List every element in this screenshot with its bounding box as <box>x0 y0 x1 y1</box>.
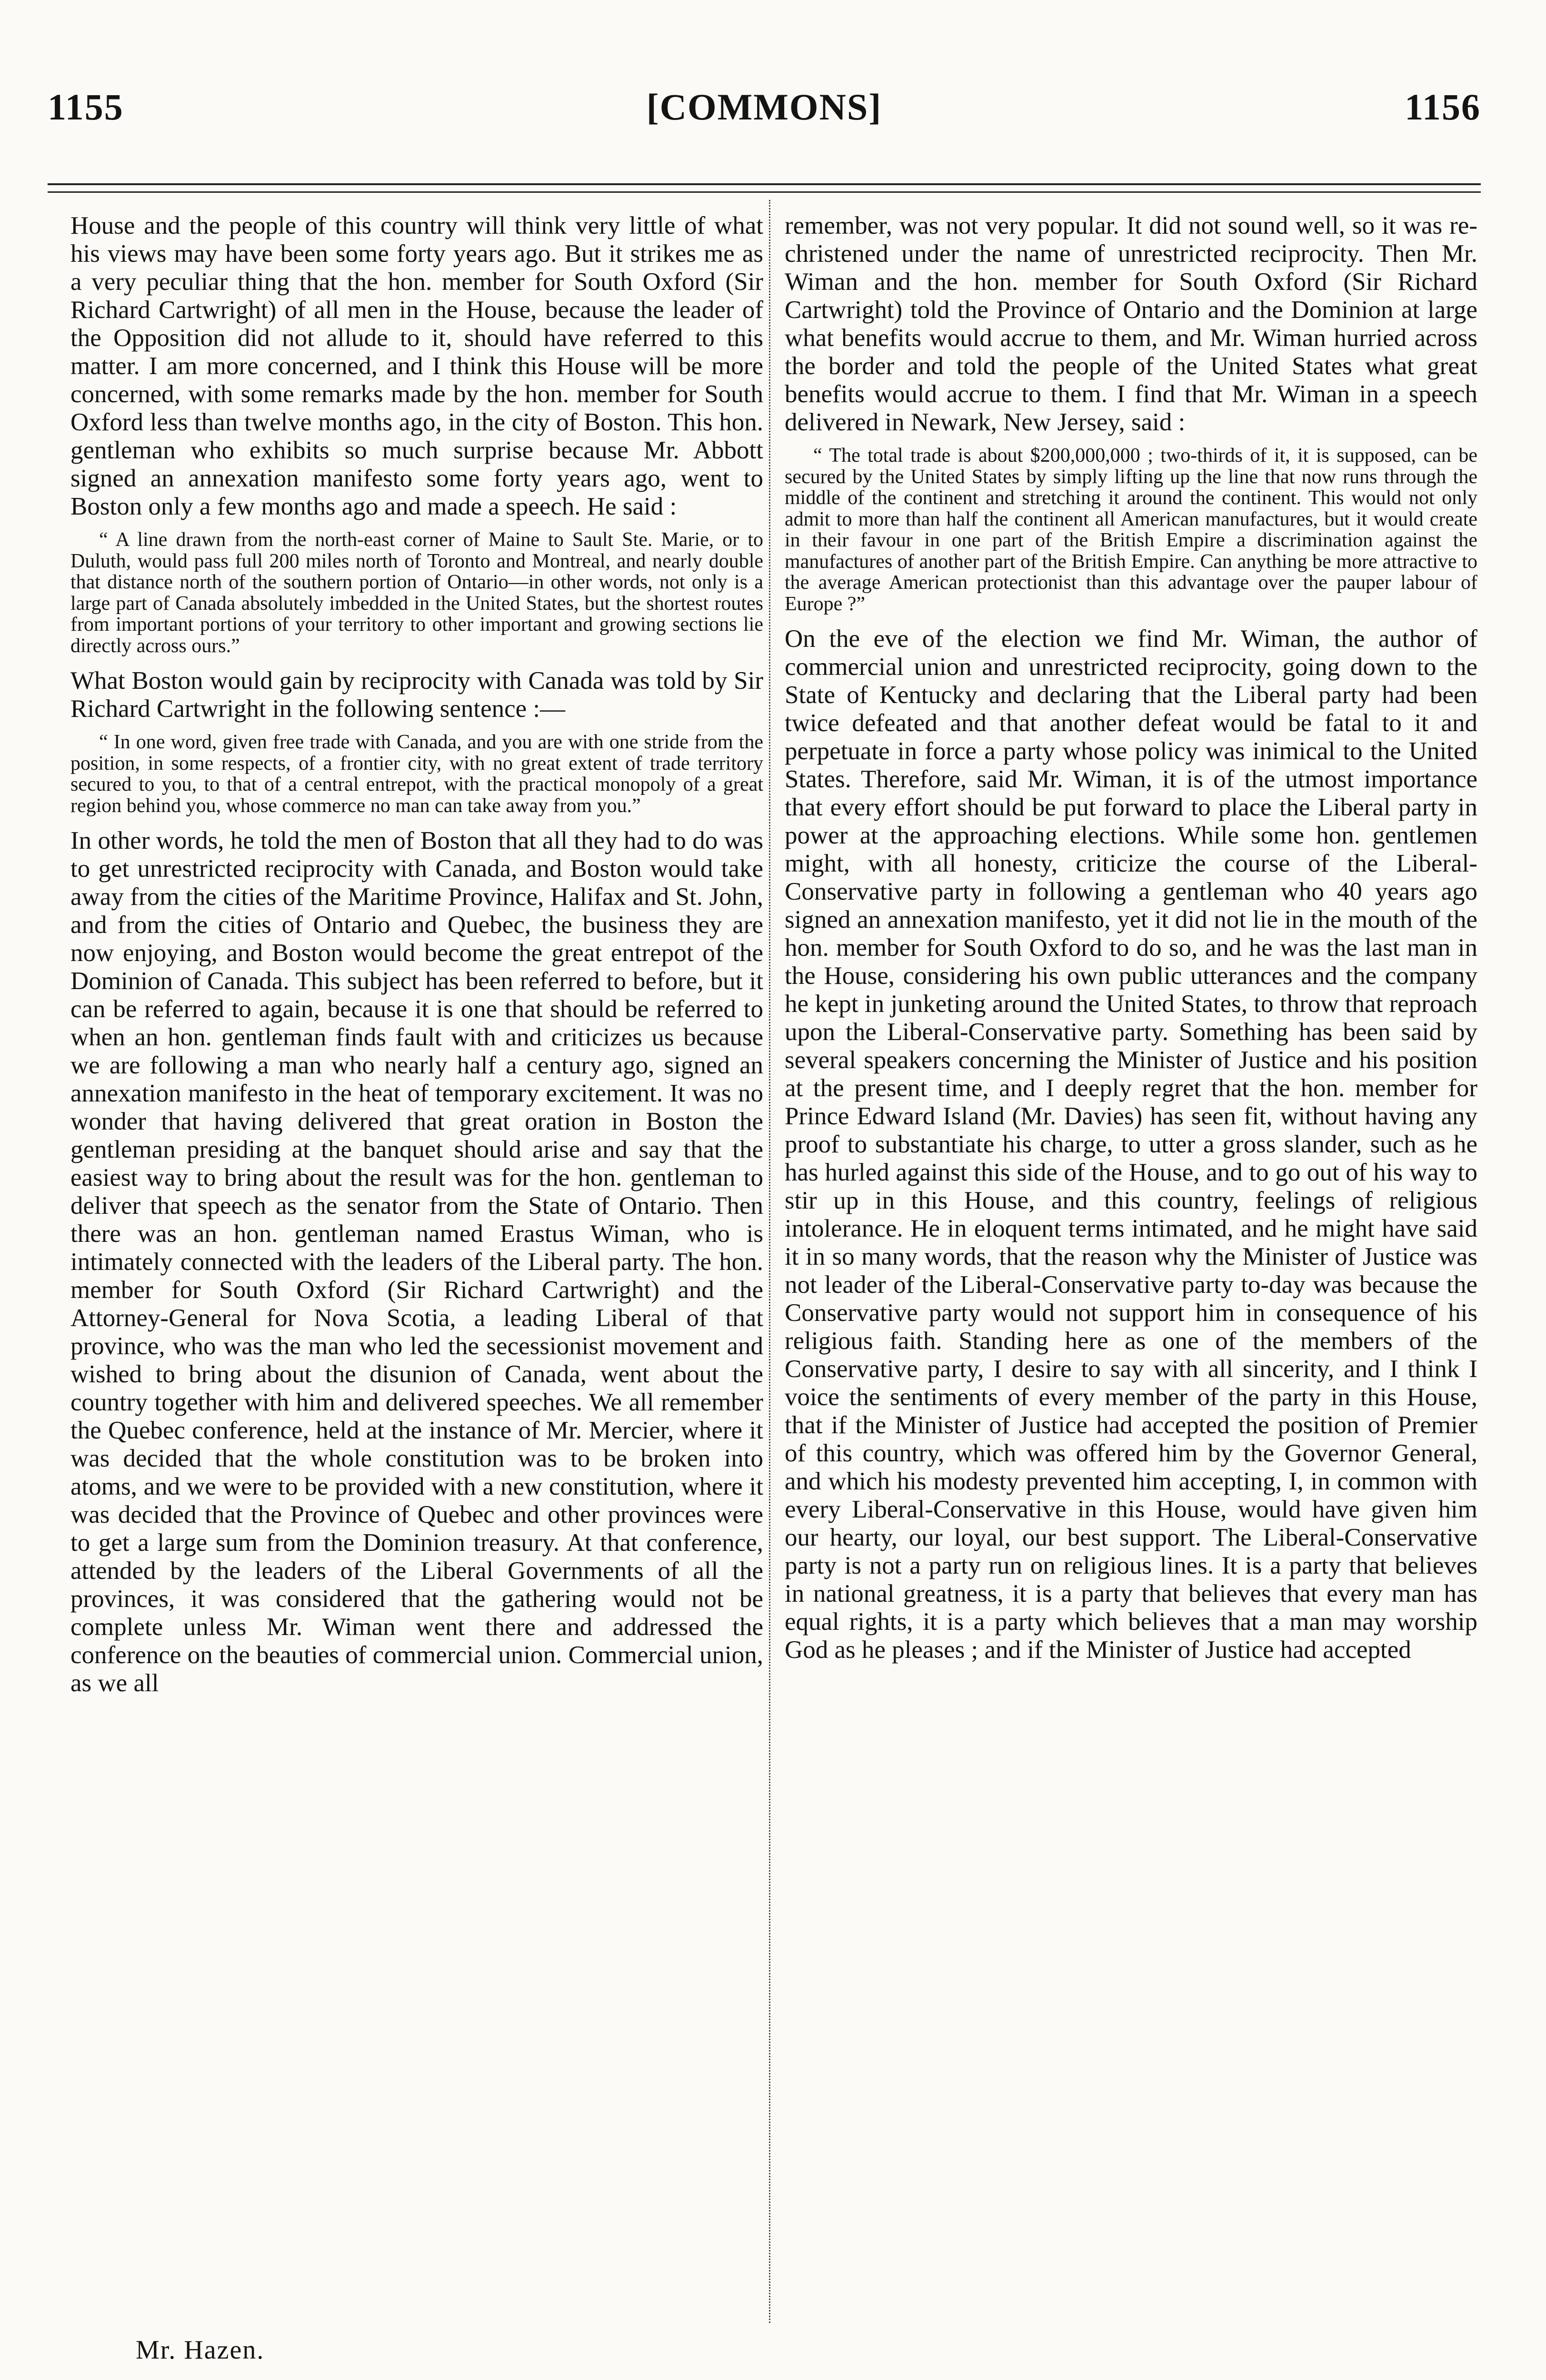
right-column <box>785 212 1477 2320</box>
running-header <box>48 86 1481 157</box>
paragraph: House and the people of this country will think very little of what his views may have been some forty years ago. But it strikes me as a very peculiar thing that the hon. member for South Oxford (Sir Richard Cartwright) of all men in the House, because the leader of the Opposition did not allude to it, should have referred to this matter. I am more concerned, and I think this House will be more concerned, with some remarks made by the hon. member for South Oxford less than twelve months ago, in the city of Boston. This hon. gentleman who exhibits so much surprise because Mr. Abbott signed an annexation manifesto some forty years ago, went to Boston only a few months ago and made a speech. He said : <box>70 212 763 520</box>
paragraph: On the eve of the election we find Mr. Wiman, the author of commercial union and unrestricted reciprocity, going down to the State of Kentucky and declaring that the Liberal party had been twice defeated and that another defeat would be fatal to it and perpetuate in force a party whose policy was inimical to the United States. Therefore, said Mr. Wiman, it is of the utmost importance that every effort should be put forward to place the Liberal party in power at the approaching elections. While some hon. gentlemen might, with all honesty, criticize the course of the Liberal-Conservative party in following a gentleman who 40 years ago signed an annexation manifesto, yet it did not lie in the mouth of the hon. member for South Oxford to do so, and he was the last man in the House, considering his own public utterances and the company he kept in junketing around the United States, to throw that reproach upon the Liberal-Conservative party. Something has been said by several speakers concerning the Minister of Justice and his position at the present time, and I deeply regret that the hon. member for Prince Edward Island (Mr. Davies) has seen fit, without having any proof to substantiate his charge, to utter a gross slander, such as he has hurled against this side of the House, and to go out of his way to stir up in this House, and this country, feelings of religious intolerance. He in eloquent terms intimated, and he might have said it in so many words, that the reason why the Minister of Justice was not leader of the Liberal-Conservative party to-day was because the Conservative party would not support him in consequence of his religious faith. Standing here as one of the members of the Conservative party, I desire to say with all sincerity, and I think I voice the sentiments of every member of the party in this House, that if the Minister of Justice had accepted the position of Premier of this country, which was offered him by the Governor General, and which his modesty prevented him accepting, I, in common with every Liberal-Conservative in this House, would have given him our hearty, our loyal, our best support. The Liberal-Conservative party is not a party run on religious lines. It is a party that believes in national greatness, it is a party that believes that every man has equal rights, it is a party which believes that a man may worship God as he pleases ; and if the Minister of Justice had accepted <box>785 625 1477 1664</box>
paragraph: remember, was not very popular. It did not sound well, so it was re-christened under the name of unrestricted reciprocity. Then Mr. Wiman and the hon. member for South Oxford (Sir Richard Cartwright) told the Province of Ontario and the Dominion at large what benefits would accrue to them, and Mr. Wiman hurried across the border and told the people of the United States what great benefits would accrue to them. I find that Mr. Wiman in a speech delivered in Newark, New Jersey, said : <box>785 212 1477 436</box>
right-page-number: 1156 <box>1405 86 1481 128</box>
column-divider <box>769 200 770 2323</box>
header-rule-secondary <box>48 191 1481 193</box>
left-column <box>70 212 763 2320</box>
paragraph: In other words, he told the men of Boston that all they had to do was to get unrestricted reciprocity with Canada, and Boston would take away from the cities of the Maritime Province, Halifax and St. John, and from the cities of Ontario and Quebec, the business they are now enjoying, and Boston would become the great entrepot of the Dominion of Canada. This subject has been referred to before, but it can be referred to again, because it is one that should be referred to when an hon. gentleman finds fault with and criticizes us because we are following a man who nearly half a century ago, signed an annexation manifesto in the heat of temporary excitement. It was no wonder that having delivered that great oration in Boston the gentleman presiding at the banquet should arise and say that the easiest way to bring about the result was for the hon. gentleman to deliver that speech as the senator from the State of Ontario. Then there was an hon. gentleman named Erastus Wiman, who is intimately connected with the leaders of the Liberal party. The hon. member for South Oxford (Sir Richard Cartwright) and the Attorney-General for Nova Scotia, a leading Liberal of that province, who was the man who led the secessionist movement and wished to bring about the disunion of Canada, went about the country together with him and delivered speeches. We all remember the Quebec conference, held at the instance of Mr. Mercier, where it was decided that the whole constitution was to be broken into atoms, and we were to be provided with a new constitution, where it was decided that the Province of Quebec and other provinces were to get a large sum from the Dominion treasury. At that conference, attended by the leaders of the Liberal Governments of all the provinces, it was considered that the gathering would not be complete unless Mr. Wiman went there and addressed the conference on the beauties of commercial union. Commercial union, as we all <box>70 827 763 1697</box>
block-quote: “ In one word, given free trade with Canada, and you are with one stride from the position, in some respects, of a frontier city, with no great extent of trade territory secured to you, to that of a central entrepot, with the practical monopoly of a great region behind you, whose commerce no man can take away from you.” <box>70 731 763 817</box>
block-quote: “ A line drawn from the north-east corner of Maine to Sault Ste. Marie, or to Duluth, would pass full 200 miles north of Toronto and Montreal, and nearly double that distance north of the southern portion of Ontario—in other words, not only is a large part of Canada absolutely imbedded in the United States, but the shortest routes from important portions of your territory to other important and growing sections lie directly across ours.” <box>70 529 763 657</box>
paragraph: What Boston would gain by reciprocity with Canada was told by Sir Richard Cartwright in the following sentence :— <box>70 667 763 723</box>
block-quote: “ The total trade is about $200,000,000 ; two-thirds of it, it is supposed, can be secured by the United States by simply lifting up the line that now runs through the middle of the continent and stretching it around the continent. This would not only admit to more than half the continent all American manufactures, but it would create in their favour in one part of the British Empire a discrimination against the manufactures of another part of the British Empire. Can anything be more attractive to the average American protectionist than this advantage over the pauper labour of Europe ?” <box>785 445 1477 615</box>
section-title: [COMMONS] <box>646 86 882 128</box>
speaker-footer: Mr. Hazen. <box>136 2335 265 2365</box>
header-rule <box>48 183 1481 185</box>
left-page-number: 1155 <box>48 86 124 128</box>
